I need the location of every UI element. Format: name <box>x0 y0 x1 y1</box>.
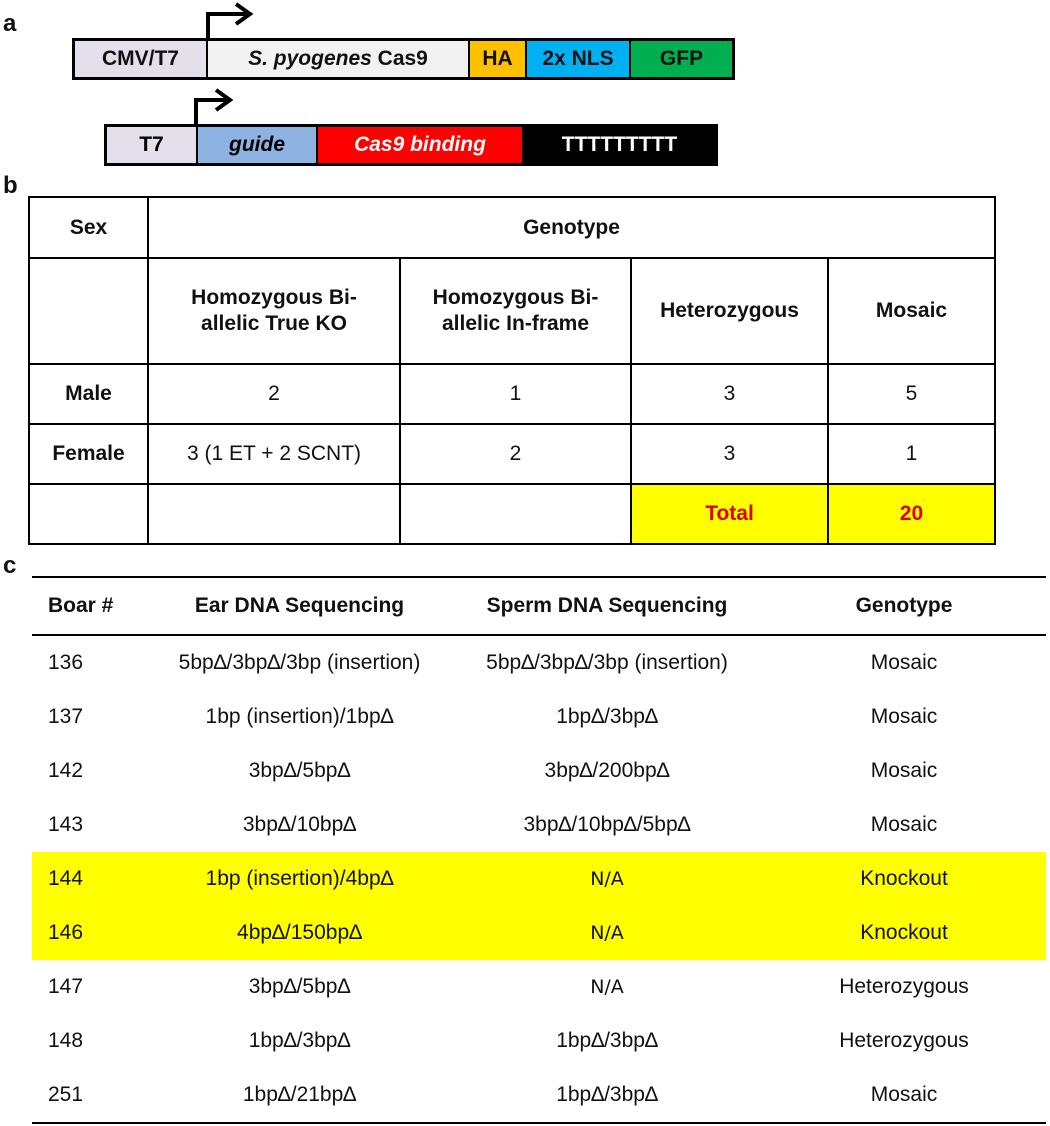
boar-number: 137 <box>48 705 84 728</box>
guide-segment: guide <box>198 127 318 163</box>
ear-dna-header: Ear DNA Sequencing <box>194 594 405 617</box>
sperm-sequence: N/A <box>590 922 624 944</box>
ear-sequence: 3bp∆/10bp∆ <box>242 813 357 836</box>
sperm-sequence: 3bp∆/10bp∆/5bp∆ <box>523 813 691 836</box>
column-header: Homozygous Bi-allelic In-frame <box>400 258 631 364</box>
total-value-cell: 20 <box>828 484 995 544</box>
sperm-sequence: 1bp∆/3bp∆ <box>556 1083 658 1106</box>
count-cell: 2 <box>148 364 400 424</box>
sperm-sequence: N/A <box>590 976 624 998</box>
boar-table-header-row <box>32 578 1046 634</box>
transcription-start-arrow-icon-2 <box>188 88 248 128</box>
table-row <box>32 1068 1046 1122</box>
table-row-highlighted <box>32 852 1046 906</box>
genotype: Mosaic <box>870 759 938 782</box>
count-cell: 2 <box>400 424 631 484</box>
genotype: Knockout <box>860 921 948 944</box>
column-header: Mosaic <box>828 258 995 364</box>
count-cell: 3 <box>631 424 828 484</box>
sperm-sequence: 1bp∆/3bp∆ <box>556 705 658 728</box>
genotype-header: Genotype <box>148 197 995 258</box>
genotype: Knockout <box>860 867 948 890</box>
ha-tag-segment: HA <box>470 41 527 77</box>
genotype: Mosaic <box>870 651 938 674</box>
cas9-segment: S. pyogenes Cas9 <box>208 41 470 77</box>
sex-cell: Female <box>29 424 148 484</box>
table-row <box>32 1014 1046 1068</box>
poly-t-terminator-segment: TTTTTTTTT <box>524 127 715 163</box>
sex-cell: Male <box>29 364 148 424</box>
cas9-expression-construct <box>72 38 735 80</box>
table-row <box>32 744 1046 798</box>
boar-number: 142 <box>48 759 84 782</box>
table-row <box>32 690 1046 744</box>
sperm-sequence: N/A <box>590 868 624 890</box>
boar-number: 148 <box>48 1029 84 1052</box>
count-cell: 3 <box>631 364 828 424</box>
boar-number: 136 <box>48 651 84 674</box>
boar-number-header: Boar # <box>48 594 114 617</box>
ear-sequence: 1bp (insertion)/1bp∆ <box>205 705 394 728</box>
ear-sequence: 1bp∆/3bp∆ <box>248 1029 351 1052</box>
nls-segment: 2x NLS <box>527 41 631 77</box>
count-cell: 1 <box>400 364 631 424</box>
ear-sequence: 1bp∆/21bp∆ <box>242 1083 357 1106</box>
genotype: Mosaic <box>870 705 938 728</box>
gfp-segment: GFP <box>631 41 732 77</box>
total-label-cell: Total <box>631 484 828 544</box>
count-cell: 1 <box>828 424 995 484</box>
column-header: Homozygous Bi-allelic True KO <box>148 258 400 364</box>
genotype-header: Genotype <box>855 594 953 617</box>
panel-label-a: a <box>3 10 17 37</box>
table-row <box>32 798 1046 852</box>
genotype: Heterozygous <box>839 1029 969 1052</box>
ear-sequence: 3bp∆/5bp∆ <box>248 975 351 998</box>
sperm-dna-header: Sperm DNA Sequencing <box>486 594 728 617</box>
genotype: Heterozygous <box>839 975 969 998</box>
count-cell: 3 (1 ET + 2 SCNT) <box>148 424 400 484</box>
boar-number: 251 <box>48 1083 84 1106</box>
genotype-summary-table <box>28 196 996 545</box>
sex-header: Sex <box>29 197 148 258</box>
genotype: Mosaic <box>870 813 938 836</box>
sperm-sequence: 1bp∆/3bp∆ <box>556 1029 658 1052</box>
sperm-sequence: 3bp∆/200bp∆ <box>544 759 670 782</box>
cas9-binding-segment: Cas9 binding <box>318 127 524 163</box>
ear-sequence: 5bp∆/3bp∆/3bp (insertion) <box>178 651 421 674</box>
column-header: Heterozygous <box>631 258 828 364</box>
panel-label-c: c <box>3 552 17 579</box>
guide-rna-construct <box>104 124 718 166</box>
ear-sequence: 3bp∆/5bp∆ <box>248 759 351 782</box>
ear-sequence: 1bp (insertion)/4bp∆ <box>205 867 394 890</box>
boar-number: 147 <box>48 975 84 998</box>
table-row <box>32 960 1046 1014</box>
empty-cell <box>148 484 400 544</box>
empty-cell <box>29 484 148 544</box>
empty-cell <box>400 484 631 544</box>
panel-label-b: b <box>3 172 18 199</box>
transcription-start-arrow-icon <box>200 2 260 42</box>
ear-sequence: 4bp∆/150bp∆ <box>237 921 362 944</box>
boar-number: 143 <box>48 813 84 836</box>
genotype: Mosaic <box>870 1083 938 1106</box>
cmv-t7-promoter-segment: CMV/T7 <box>75 41 208 77</box>
table-row <box>32 636 1046 690</box>
empty-cell <box>29 258 148 364</box>
table-row-highlighted <box>32 906 1046 960</box>
boar-number: 146 <box>48 921 84 944</box>
boar-number: 144 <box>48 867 84 890</box>
sperm-sequence: 5bp∆/3bp∆/3bp (insertion) <box>486 651 728 674</box>
t7-promoter-segment: T7 <box>107 127 198 163</box>
bottom-rule <box>32 1122 1046 1124</box>
count-cell: 5 <box>828 364 995 424</box>
